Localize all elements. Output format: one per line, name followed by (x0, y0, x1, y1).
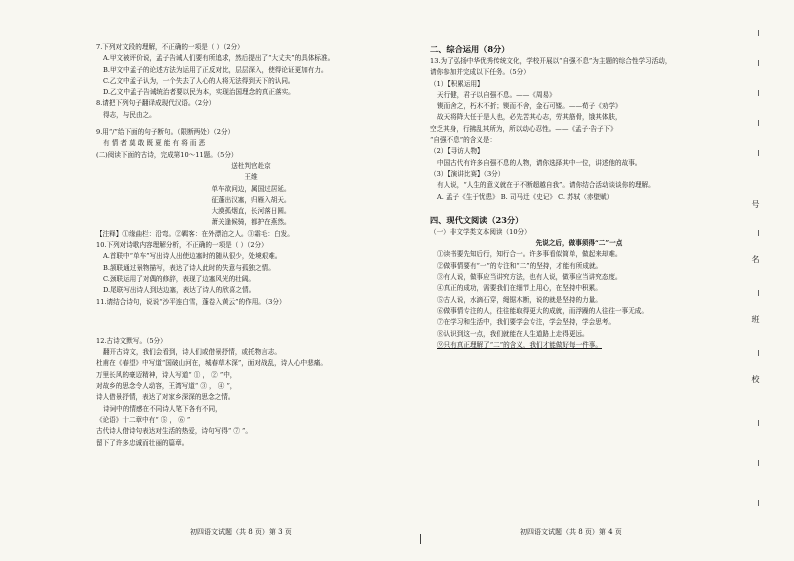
question-9: 9.用“/”给下面的句子断句。（限断两处）（2分） (96, 128, 235, 137)
paragraph: ③有人说，做事应当讲究方法，也有人说，做事应当讲究态度。 (437, 273, 622, 282)
paragraph: ①读书要先知后行，知行合一。许多事看似简单，做起来却难。 (437, 250, 622, 259)
paragraph: ⑥做事情专注的人，往往能取得更大的成就，而浮躁的人往往一事无成。 (437, 306, 648, 315)
text-line: 对故乡的思念令人动容，王湾写道“ ③ ， ④ ”， (96, 382, 237, 391)
poem-line: 征蓬出汉塞，归雁入胡天。 (211, 195, 291, 204)
binding-label: 班 (751, 315, 760, 323)
paragraph: ⑧认识到这一点，我们就能在人生道路上走得更远。 (437, 329, 589, 338)
text-line: 诗人借景抒情，表达了对家乡深深的思念之情。 (96, 393, 235, 402)
poem-author: 王维 (244, 173, 258, 182)
text-line: 中国古代有许多自强不息的人物，请你选择其中一位，讲述他的故事。 (437, 158, 642, 167)
option-d: D.尾联写出诗人到达边塞，表达了诗人的欣喜之情。 (103, 286, 256, 295)
paragraph: ⑤古人说，水滴石穿，绳锯木断，说的就是坚持的力量。 (437, 295, 602, 304)
option-c: C.乙文中孟子认为，一个失去了人心的人将无法得到天下的认同。 (103, 76, 295, 85)
article-title: 先说之后，做事须得“二”一点 (535, 239, 623, 248)
paragraph: ⑨只有真正理解了“二”的含义，我们才能做好每一件事。 (437, 340, 602, 349)
sentence: 得志，与民由之。 (103, 110, 156, 119)
quote-line: 空乏其身，行拂乱其所为，所以动心忍性。——《孟子·告子下》 (430, 124, 617, 133)
binding-dash (758, 290, 759, 296)
right-page-footer: 初四语文试题（共 8 页）第 4 页 (520, 528, 622, 536)
binding-dash (758, 60, 759, 66)
question-7: 7.下列对文段的理解，不正确的一项是（ ）（2分） (96, 43, 244, 51)
binding-label: 校 (751, 375, 760, 383)
poem-line: 单车欲问边，属国过居延。 (211, 184, 291, 193)
option-b: B.颔联通过景物描写，表达了诗人此时的失意与孤独之情。 (103, 263, 275, 272)
section-title: 四、现代文阅读（23分） (430, 214, 524, 225)
sentence-to-punctuate: 有 情 者 莫 敢 既 夏 能 有 将 而 恶 (103, 139, 206, 148)
poem-title: 送杜判官赴京 (231, 161, 271, 170)
binding-dash (758, 150, 759, 156)
option-a: A.甲文被评价说，孟子告诫人们要有所追求，然后提出了“大丈夫”的具体标准。 (103, 54, 335, 63)
binding-dash (758, 460, 759, 466)
section-title: 二、综合运用（8分） (430, 44, 510, 54)
text-line: 翻开古诗文，我们会看到，诗人们或借景抒情，或托物言志。 (103, 348, 282, 357)
question-13: 13.为了弘扬中华优秀传统文化，学校开展以“自强不息”为主题的综合性学习活动， (430, 57, 672, 65)
paragraph: ④真正的成功，需要我们在细节上用心，在坚持中积累。 (437, 284, 602, 293)
left-page-footer: 初四语文试题（共 8 页）第 3 页 (190, 528, 292, 536)
subheading: （1）【积累运用】 (430, 79, 484, 88)
paragraph: ⑦在学习和生活中，我们要学会专注，学会坚持，学会思考。 (437, 318, 616, 327)
question-10: 10.下列对诗歌内容理解分析，不正确的一项是（ ）（2分） (96, 241, 268, 250)
text-line: 诗词中的情感在不同诗人笔下各有不同， (103, 404, 222, 413)
option-a: A.首联中“单车”写出诗人出使边塞时的随从很少，处境艰难。 (103, 252, 282, 261)
text-line: 古代诗人借诗句表达对生活的热爱，诗句写得“ ⑦ ”。 (96, 427, 252, 436)
poem-line: 萧关逢候骑，都护在燕然。 (211, 218, 291, 227)
option-d: D.乙文中孟子告诫统治者要以民为本，实现治国理念的真正落实。 (103, 88, 295, 97)
text-line: 万里长风的豪迈精神，诗人写道“ ① ， ② ”中， (96, 370, 237, 379)
binding-dash (758, 420, 759, 426)
binding-dash (758, 30, 759, 36)
text-line: 有人说，“人生的意义就在于不断超越自我”。请你结合活动谈谈你的理解。 (437, 181, 655, 190)
question-11: 11.请结合诗句，说说“沙平连白雪，蓬卷入黄云”的作用。（3分） (96, 297, 286, 306)
subheading: （2）【寻访人物】 (430, 147, 484, 156)
question-8: 8.请把下列句子翻译成现代汉语。（2分） (96, 99, 216, 108)
binding-dash (758, 120, 759, 126)
subheading: （3）【演讲比赛】（3分） (430, 169, 505, 178)
binding-dash (758, 230, 759, 236)
quote-line: 锲而舍之，朽木不折；锲而不舍，金石可镂。——荀子《劝学》 (437, 102, 622, 111)
poem (96, 161, 406, 229)
text-line: 留下了许多忠诚而壮丽的篇章。 (96, 438, 189, 447)
poem-line: 大漠孤烟直，长河落日圆。 (211, 207, 291, 216)
option-b: B.甲文中孟子的论述方法为运用了正反对比，层层深入，使得论证更加有力。 (103, 65, 328, 74)
annotation: 【注释】①缘曲栏：沿弯。②羁客：在外漂泊之人。③霜毛：白发。 (96, 229, 294, 238)
binding-dash (758, 500, 759, 506)
quote-line: 故天将降大任于是人也，必先苦其心志，劳其筋骨，饿其体肤， (437, 113, 622, 122)
text-line: 请你参加并完成以下任务。（5分） (430, 68, 530, 77)
text-line: 《论语》十二章中有“ ⑤ ， ⑥ ” (96, 415, 191, 424)
binding-label: 名 (751, 255, 760, 263)
left-lines-2 (96, 229, 406, 449)
answer-line: “自强不息”的含义是： (430, 136, 497, 145)
right-page (420, 0, 728, 561)
binding-dash (758, 90, 759, 96)
binding-margin (736, 0, 794, 561)
quote-line: 天行健，君子以自强不息。——《周易》 (437, 90, 556, 99)
subheading: （一）非文学类文本阅读（10分） (430, 227, 531, 236)
paragraph: ②做事情要有“一”的专注和“二”的坚持，才能有所成就。 (437, 261, 603, 270)
option-c: C.颈联运用了对偶的修辞，表现了边塞风光的壮阔。 (103, 274, 255, 283)
left-lines (96, 42, 406, 161)
options-line: A. 孟子《生于忧患》 B. 司马迁《史记》 C. 苏轼（赤壁赋） (437, 192, 614, 201)
text-line: 杜甫在《春望》中写道“国破山河在，城春草木深”，面对战乱，诗人心中悲痛。 (96, 359, 327, 368)
question-12: 12.古诗文默写。（5分） (96, 336, 167, 345)
poem-section-heading: (二)阅读下面的古诗，完成第10～11题。（5分） (96, 150, 238, 159)
binding-dash (758, 350, 759, 356)
binding-label: 号 (751, 200, 760, 208)
